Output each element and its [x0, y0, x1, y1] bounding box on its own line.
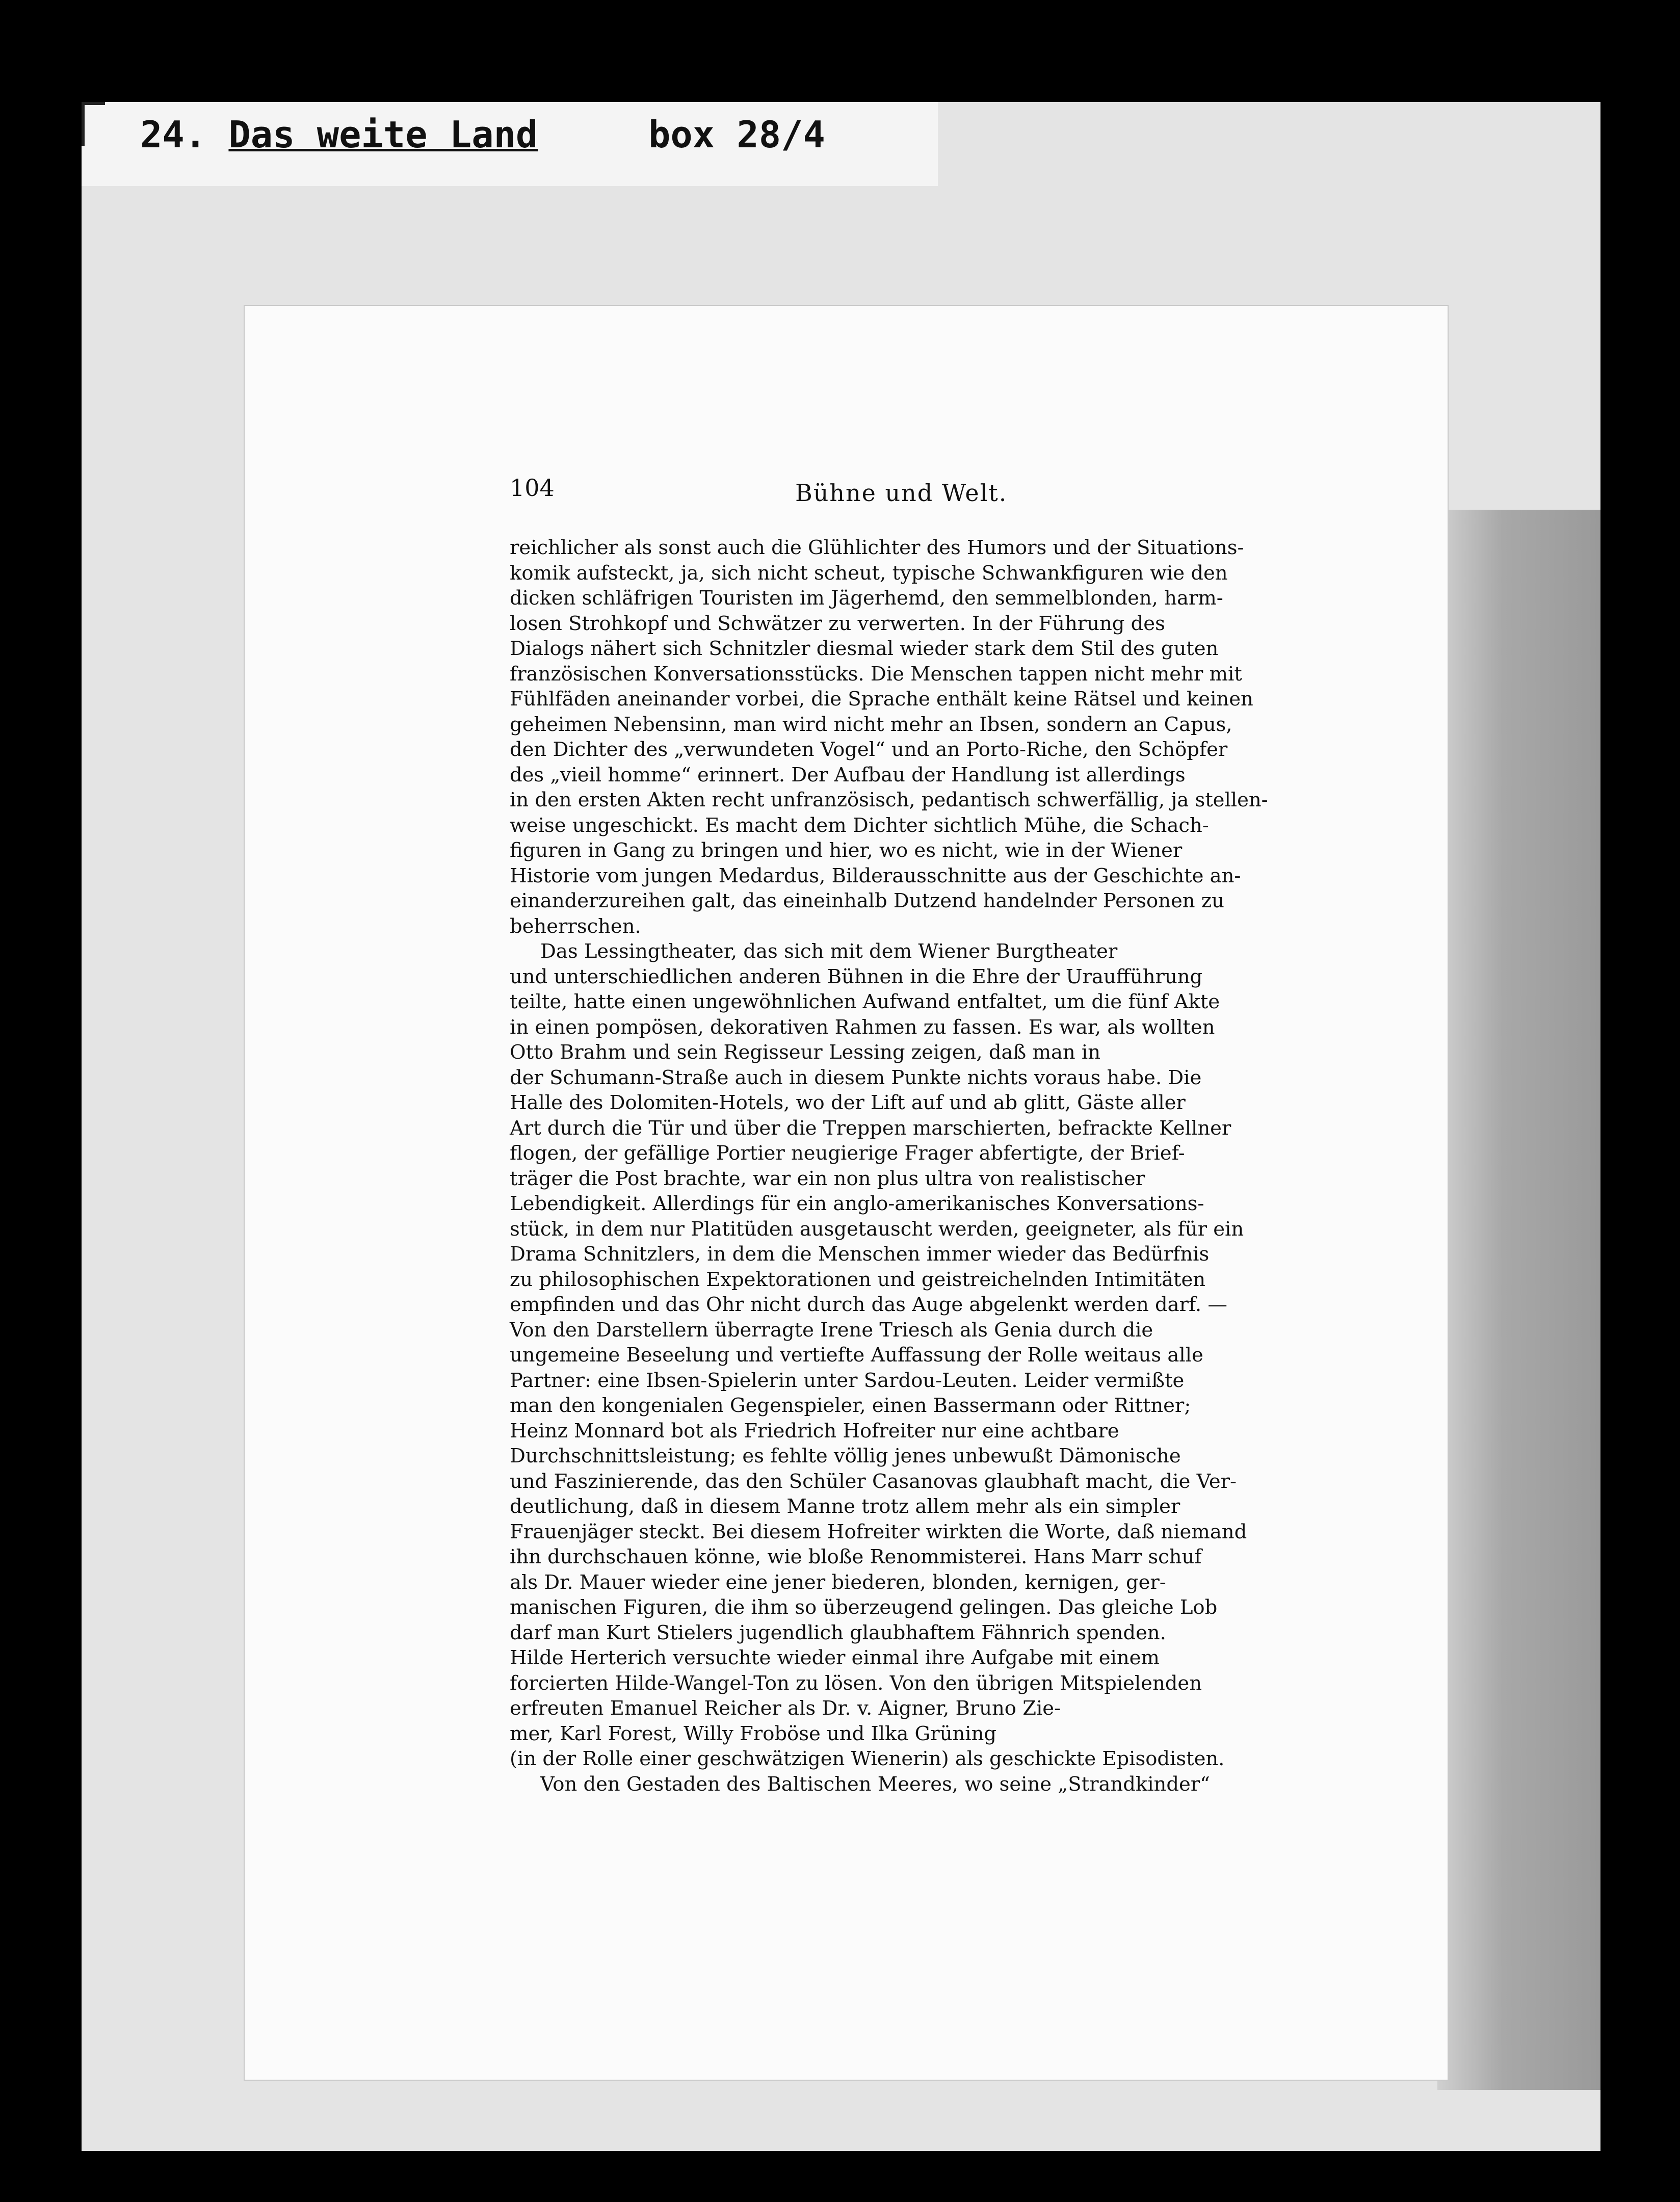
- text-line: ihn durchschauen könne, wie bloße Renommisterei. Hans Marr schuf: [510, 1545, 1202, 1568]
- text-line: Historie vom jungen Medardus, Bilderausschnitte aus der Geschichte an-: [510, 864, 1241, 887]
- text-line: Frauenjäger steckt. Bei diesem Hofreiter wirkten die Worte, daß niemand: [510, 1520, 1247, 1543]
- text-line: figuren in Gang zu bringen und hier, wo es nicht, wie in der Wiener: [510, 839, 1183, 862]
- text-line: Halle des Dolomiten-Hotels, wo der Lift auf und ab glitt, Gäste aller: [510, 1091, 1186, 1114]
- page-number: 104: [510, 474, 555, 502]
- text-line: einanderzureihen galt, das eineinhalb Dutzend handelnder Personen zu: [510, 889, 1224, 912]
- text-line: mer, Karl Forest, Willy Froböse und Ilka Grüning: [510, 1722, 997, 1745]
- label-box: box 28/4: [648, 113, 825, 156]
- text-line: den Dichter des „verwundeten Vogel“ und an Porto-Riche, den Schöpfer: [510, 738, 1228, 761]
- text-line: in einen pompösen, dekorativen Rahmen zu fassen. Es war, als wollten: [510, 1015, 1215, 1039]
- text-line: stück, in dem nur Platitüden ausgetauscht werden, geeigneter, als für ein: [510, 1217, 1244, 1241]
- text-line: französischen Konversationsstücks. Die Menschen tappen nicht mehr mit: [510, 662, 1242, 686]
- text-line: zu philosophischen Expektorationen und geistreichelnden Intimitäten: [510, 1268, 1206, 1291]
- text-line: und Faszinierende, das den Schüler Casanovas glaubhaft macht, die Ver-: [510, 1470, 1237, 1493]
- text-line: ungemeine Beseelung und vertiefte Auffassung der Rolle weitaus alle: [510, 1344, 1203, 1367]
- text-line: Durchschnittsleistung; es fehlte völlig jenes unbewußt Dämonische: [510, 1445, 1181, 1467]
- text-line: Otto Brahm und sein Regisseur Lessing zeigen, daß man in: [510, 1041, 1101, 1064]
- text-line: komik aufsteckt, ja, sich nicht scheut, typische Schwankfiguren wie den: [510, 561, 1228, 585]
- text-line: Das Lessingtheater, das sich mit dem Wiener Burgtheater: [540, 940, 1118, 963]
- archive-label-text: [140, 113, 825, 156]
- text-line: reichlicher als sonst auch die Glühlichter des Humors und der Situations-: [510, 536, 1244, 559]
- text-line: Hilde Herterich versuchte wieder einmal ihre Aufgabe mit einem: [510, 1646, 1160, 1669]
- text-line: Dialogs nähert sich Schnitzler diesmal wieder stark dem Stil des guten: [510, 637, 1219, 660]
- text-line: des „vieil homme“ erinnert. Der Aufbau der Handlung ist allerdings: [510, 763, 1186, 787]
- body-text: [510, 535, 1268, 1797]
- text-line: erfreuten Emanuel Reicher als Dr. v. Aigner, Bruno Zie-: [510, 1697, 1061, 1720]
- text-line: manischen Figuren, die ihm so überzeugend gelingen. Das gleiche Lob: [510, 1596, 1218, 1619]
- text-line: man den kongenialen Gegenspieler, einen Bassermann oder Rittner;: [510, 1394, 1191, 1417]
- text-line: und unterschiedlichen anderen Bühnen in die Ehre der Uraufführung: [510, 965, 1203, 988]
- text-line: dicken schläfrigen Touristen im Jägerhemd, den semmelblonden, harm-: [510, 587, 1223, 610]
- text-line: (in der Rolle einer geschwätzigen Wienerin) als geschickte Episodisten.: [510, 1747, 1225, 1770]
- text-line: Lebendigkeit. Allerdings für ein anglo-amerikanisches Konversations-: [510, 1192, 1204, 1215]
- text-line: Von den Gestaden des Baltischen Meeres, wo seine „Strandkinder“: [540, 1772, 1210, 1796]
- running-head: Bühne und Welt.: [795, 479, 1008, 507]
- text-line: Art durch die Tür und über die Treppen marschierten, befrackte Kellner: [510, 1116, 1231, 1140]
- frame-corner-mark: [82, 102, 105, 146]
- text-line: weise ungeschickt. Es macht dem Dichter sichtlich Mühe, die Schach-: [510, 814, 1209, 837]
- text-line: geheimen Nebensinn, man wird nicht mehr an Ibsen, sondern an Capus,: [510, 713, 1232, 736]
- text-line: Partner: eine Ibsen-Spielerin unter Sardou-Leuten. Leider vermißte: [510, 1369, 1185, 1392]
- text-line: deutlichung, daß in diesem Manne trotz allem mehr als ein simpler: [510, 1495, 1180, 1518]
- text-line: Drama Schnitzlers, in dem die Menschen immer wieder das Bedürfnis: [510, 1243, 1210, 1266]
- paragraph: [510, 1772, 1244, 1797]
- text-line: darf man Kurt Stielers jugendlich glaubhaftem Fähnrich spenden.: [510, 1621, 1166, 1644]
- label-title: Das weite Land: [228, 113, 538, 156]
- text-line: in den ersten Akten recht unfranzösisch, pedantisch schwerfällig, ja stellen-: [510, 789, 1268, 811]
- text-line: Heinz Monnard bot als Friedrich Hofreiter nur eine achtbare: [510, 1419, 1119, 1443]
- text-line: beherrschen.: [510, 914, 641, 938]
- text-line: losen Strohkopf und Schwätzer zu verwerten. In der Führung des: [510, 612, 1165, 635]
- scan-shadow: [1437, 510, 1600, 2090]
- paragraph: [510, 939, 1247, 1772]
- text-line: empfinden und das Ohr nicht durch das Auge abgelenkt werden darf. —: [510, 1293, 1227, 1316]
- text-line: flogen, der gefällige Portier neugierige Frager abfertigte, der Brief-: [510, 1142, 1185, 1165]
- paragraph: [510, 535, 1268, 939]
- text-line: träger die Post brachte, war ein non plus ultra von realistischer: [510, 1167, 1145, 1190]
- text-line: teilte, hatte einen ungewöhnlichen Aufwand entfaltet, um die fünf Akte: [510, 990, 1220, 1013]
- text-line: Fühlfäden aneinander vorbei, die Sprache enthält keine Rätsel und keinen: [510, 688, 1253, 711]
- text-line: als Dr. Mauer wieder eine jener biederen, blonden, kernigen, ger-: [510, 1570, 1166, 1594]
- label-number: 24.: [140, 113, 207, 156]
- text-line: der Schumann-Straße auch in diesem Punkte nichts voraus habe. Die: [510, 1066, 1202, 1089]
- text-line: Von den Darstellern überragte Irene Triesch als Genia durch die: [510, 1318, 1153, 1342]
- text-line: forcierten Hilde-Wangel-Ton zu lösen. Von den übrigen Mitspielenden: [510, 1671, 1202, 1695]
